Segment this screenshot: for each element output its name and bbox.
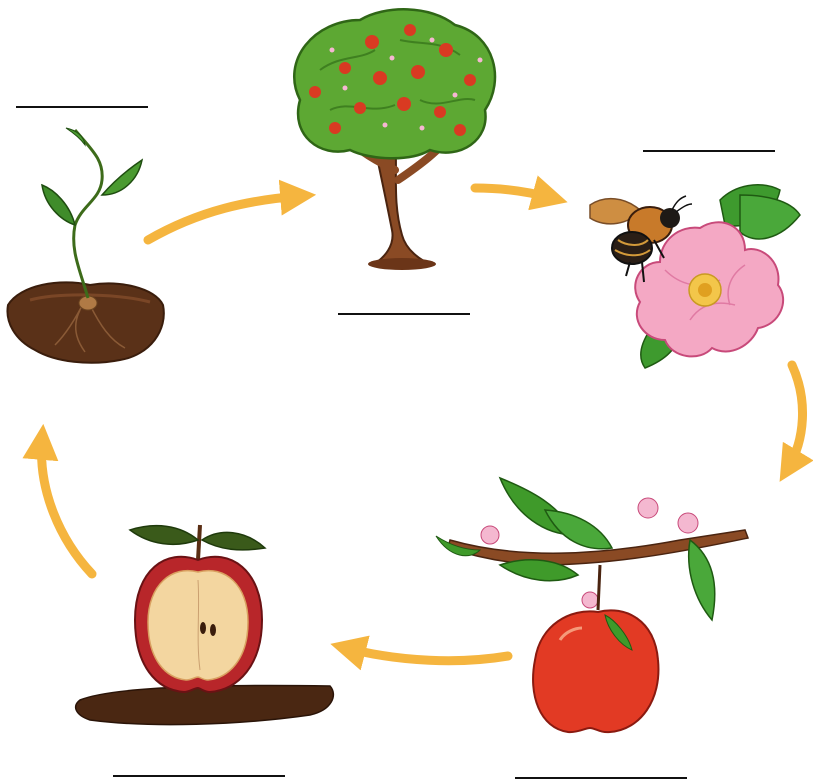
bee-flower-icon <box>590 185 800 368</box>
arrow-seedling-to-tree <box>148 196 300 240</box>
arrow-tree-to-flower <box>475 188 552 198</box>
seedling-icon <box>7 128 163 363</box>
label-blank-fruit[interactable] <box>515 777 687 779</box>
label-blank-seedling[interactable] <box>16 106 148 108</box>
arrow-flower-to-fruit <box>788 365 803 468</box>
apple-tree-icon <box>294 9 495 270</box>
arrow-fruit-to-seed <box>346 648 508 661</box>
label-blank-seed[interactable] <box>113 775 285 777</box>
arrow-seed-to-seedling <box>42 440 92 574</box>
cut-apple-seeds-icon <box>76 525 334 725</box>
label-blank-pollination[interactable] <box>643 150 775 152</box>
label-blank-tree[interactable] <box>338 313 470 315</box>
apple-on-branch-icon <box>436 478 748 732</box>
